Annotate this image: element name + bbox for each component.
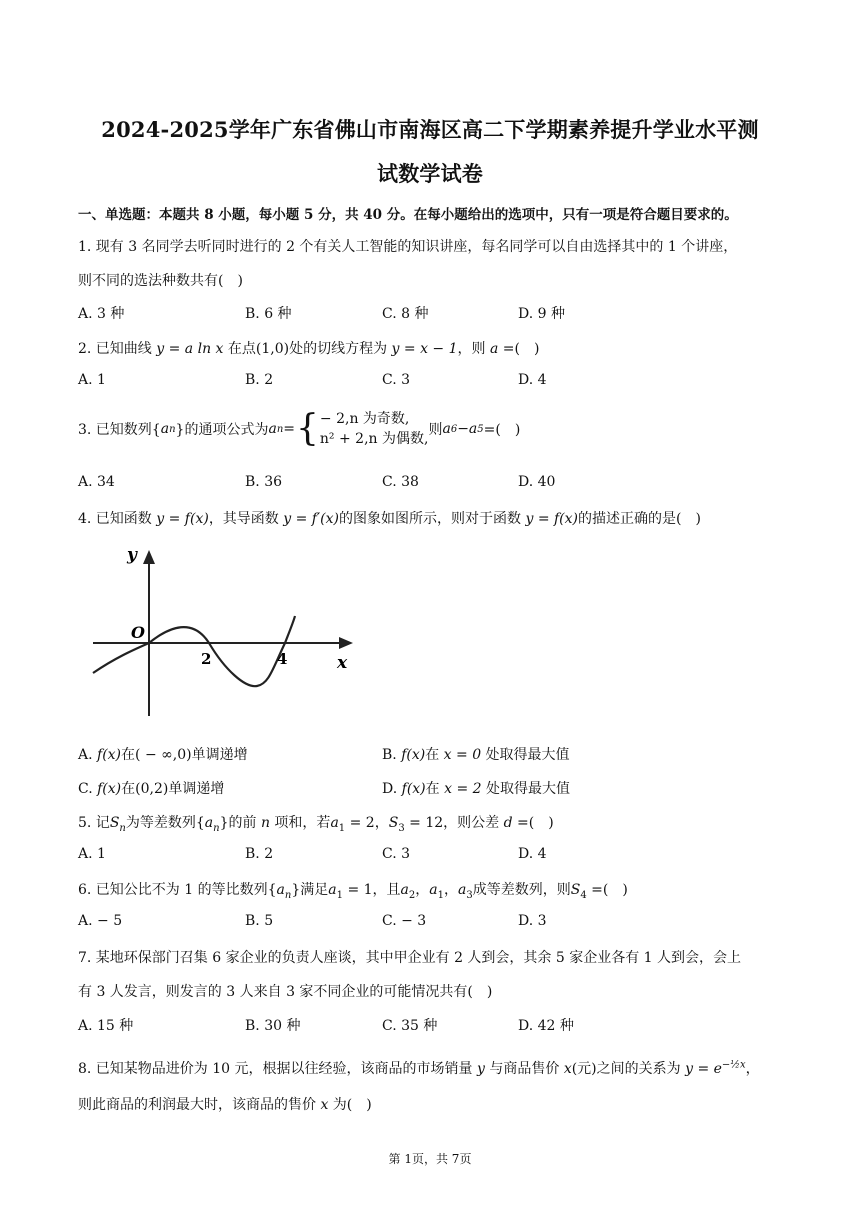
piecewise-cases — [320, 409, 429, 449]
q4-option-d: D. f(x)在 x = 2 处取得最大值 — [382, 781, 570, 797]
q2-option-a: A. 1 — [78, 372, 106, 388]
q8-text-line2: 则此商品的利润最大时，该商品的售价 x 为( ) — [78, 1097, 372, 1113]
q7-option-b: B. 30 种 — [245, 1018, 301, 1034]
q2-option-d: D. 4 — [518, 372, 547, 388]
q2-text: 2. 已知曲线 y = a ln x 在点(1,0)处的切线方程为 y = x − 1，则 a =( ) — [78, 341, 540, 357]
derivative-curve — [93, 616, 295, 686]
x-axis-arrow — [339, 637, 353, 649]
case-odd: − 2,n 为奇数, — [319, 411, 410, 427]
tick-label-4: 4 — [277, 650, 288, 668]
q3-option-a: A. 34 — [78, 474, 115, 490]
q4-option-c: C. f(x)在(0,2)单调递增 — [78, 781, 225, 797]
q3-text: 3. 已知数列{ a n }的通项公式为 a n = { − 2,n 为奇数, n² + 2,n 为偶数, 则 a 6 − a 5 =( ) — [78, 408, 521, 449]
q8-text-line1: 8. 已知某物品进价为 10 元，根据以往经验，该商品的市场销量 y 与商品售价 x(元)之间的关系为 $y = e^{-\frac{1}{2}x}$， — [78, 1059, 760, 1077]
page-footer: 第 1页，共 7页 — [388, 1152, 472, 1166]
exam-title-line2: 试数学试卷 — [377, 161, 483, 186]
q4-option-b: B. f(x)在 x = 0 处取得最大值 — [382, 747, 570, 763]
exam-title-line1: 2024-2025学年广东省佛山市南海区高二下学期素养提升学业水平测 — [101, 117, 759, 142]
q1-text-line1: 1. 现有 3 名同学去听同时进行的 2 个有关人工智能的知识讲座，每名同学可以自由选择其中的 1 个讲座， — [78, 239, 738, 255]
q1-option-c: C. 8 种 — [382, 306, 429, 322]
q1-option-a: A. 3 种 — [78, 306, 125, 322]
section-heading: 一、单选题：本题共 8 小题，每小题 5 分，共 40 分。在每小题给出的选项中，只有一项是符合题目要求的。 — [78, 207, 738, 223]
q4-text: 4. 已知函数 y = f(x)，其导函数 y = f′(x)的图象如图所示，则对于函数 y = f(x)的描述正确的是( ) — [78, 511, 701, 527]
x-axis-label: x — [337, 653, 348, 673]
origin-label: O — [131, 623, 145, 642]
tick-label-2: 2 — [201, 650, 212, 668]
q6-option-b: B. 5 — [245, 913, 274, 929]
q2-option-c: C. 3 — [382, 372, 411, 388]
q4-option-a: A. f(x)在( − ∞,0)单调递增 — [78, 747, 248, 763]
derivative-graph — [85, 538, 365, 723]
q6-option-a: A. − 5 — [78, 913, 123, 929]
q3-option-b: B. 36 — [245, 474, 283, 490]
q7-text-line1: 7. 某地环保部门召集 6 家企业的负责人座谈，其中甲企业有 2 人到会，其余 5 家企业各有 1 人到会，会上 — [78, 950, 742, 966]
q7-option-c: C. 35 种 — [382, 1018, 438, 1034]
q5-text: 5. 记$S_n$为等差数列$\{a_n\}$的前 n 项和，若$a_1 = 2$，$S_3 = 12$，则公差 d =( ) — [78, 815, 554, 834]
q1-option-d: D. 9 种 — [518, 306, 565, 322]
exponent: −½x — [721, 1059, 746, 1071]
q2-option-b: B. 2 — [245, 372, 274, 388]
q6-option-c: C. − 3 — [382, 913, 427, 929]
q5-option-a: A. 1 — [78, 846, 106, 862]
q1-text-line2: 则不同的选法种数共有( ) — [78, 273, 243, 289]
y-axis-label: y — [127, 545, 137, 565]
q5-option-d: D. 4 — [518, 846, 547, 862]
q6-option-d: D. 3 — [518, 913, 547, 929]
q5-option-b: B. 2 — [245, 846, 274, 862]
q1-option-b: B. 6 种 — [245, 306, 292, 322]
q3-option-d: D. 40 — [518, 474, 556, 490]
q3-option-c: C. 38 — [382, 474, 419, 490]
q6-text: 6. 已知公比不为 1 的等比数列$\{a_n\}$满足$a_1 = 1$，且$a_2$，$a_1$，$a_3$成等差数列，则$S_4$ =( ) — [78, 882, 628, 901]
q7-option-a: A. 15 种 — [78, 1018, 134, 1034]
q7-text-line2: 有 3 人发言，则发言的 3 人来自 3 家不同企业的可能情况共有( ) — [78, 984, 493, 1000]
piecewise-brace: { — [296, 408, 319, 449]
y-axis-arrow — [143, 550, 155, 564]
q5-option-c: C. 3 — [382, 846, 411, 862]
q7-option-d: D. 42 种 — [518, 1018, 574, 1034]
case-even: n² + 2,n 为偶数, — [319, 431, 429, 447]
